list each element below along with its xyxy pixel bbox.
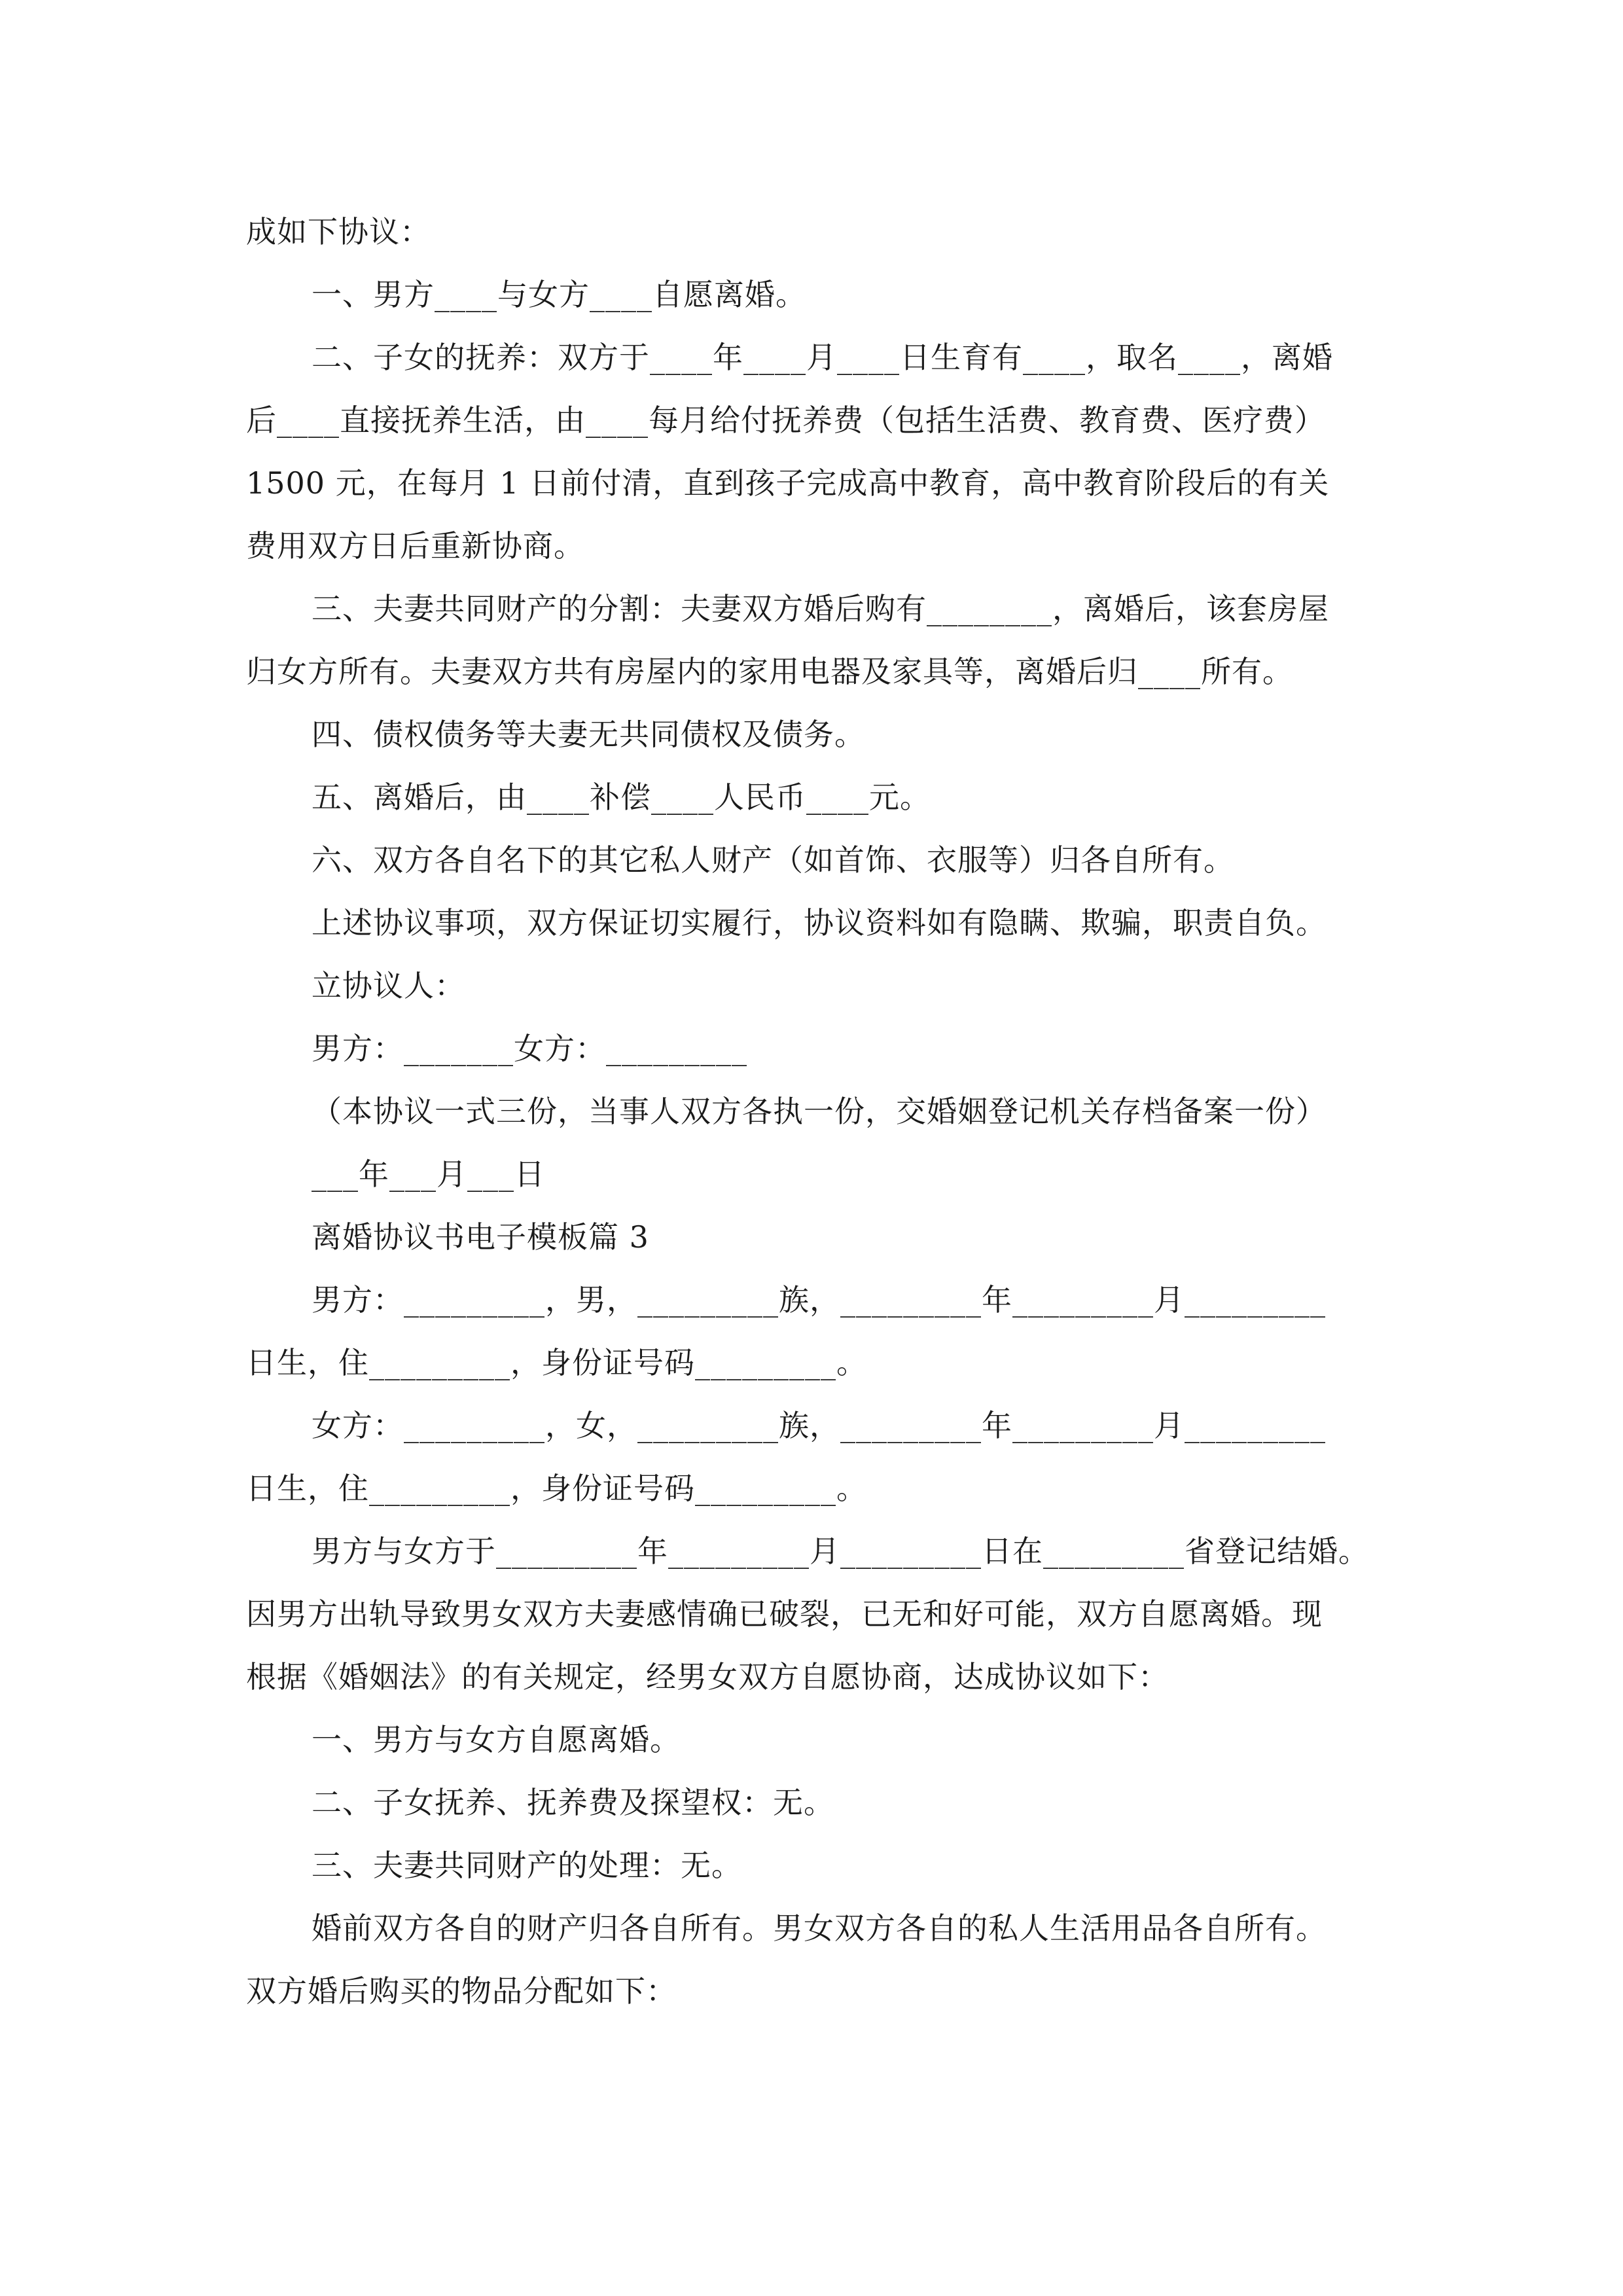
text-line: 上述协议事项，双方保证切实履行，协议资料如有隐瞒、欺骗，职责自负。 [312,905,1327,941]
text-line: 男方：_________，男，_________族，_________年_________月_________ [312,1282,1326,1318]
text-line: 费用双方日后重新协商。 [246,528,584,564]
text-line: 双方婚后购买的物品分配如下： [246,1973,677,2009]
text-line: 三、夫妻共同财产的处理：无。 [312,1848,742,1883]
text-line: 二、子女的抚养：双方于____年____月____日生育有____，取名____，离婚 [312,340,1333,375]
text-line: 男方：_______女方：_________ [312,1031,747,1066]
text-line: （本协议一式三份，当事人双方各执一份，交婚姻登记机关存档备案一份） [312,1094,1327,1129]
text-line: 四、债权债务等夫妻无共同债权及债务。 [312,717,865,752]
text-line: 三、夫妻共同财产的分割：夫妻双方婚后购有________，离婚后，该套房屋 [312,591,1329,626]
text-line: 二、子女抚养、抚养费及探望权：无。 [312,1785,834,1820]
text-line: 立协议人： [312,968,465,1003]
section-heading: 离婚协议书电子模板篇 3 [312,1219,649,1255]
text-line: 五、离婚后，由____补偿____人民币____元。 [312,780,931,815]
text-line: 一、男方与女方自愿离婚。 [312,1722,681,1757]
text-line: 六、双方各自名下的其它私人财产（如首饰、衣服等）归各自所有。 [312,842,1234,878]
text-line: 女方：_________，女，_________族，_________年_________月_________ [312,1408,1326,1443]
text-line: 一、男方____与女方____自愿离婚。 [312,277,806,312]
text-line: 日生，住_________，身份证号码_________。 [246,1471,867,1506]
text-line: 因男方出轨导致男女双方夫妻感情确已破裂，已无和好可能，双方自愿离婚。现 [246,1596,1323,1632]
text-line: 成如下协议： [246,214,431,249]
text-line: 男方与女方于_________年_________月_________日在_________省登记结婚。 [312,1534,1369,1569]
text-line: ___年___月___日 [312,1157,545,1192]
text-line: 归女方所有。夫妻双方共有房屋内的家用电器及家具等，离婚后归____所有。 [246,654,1293,689]
text-line: 根据《婚姻法》的有关规定，经男女双方自愿协商，达成协议如下： [246,1659,1169,1695]
text-line: 1500 元，在每月 1 日前付清，直到孩子完成高中教育，高中教育阶段后的有关 [246,465,1330,501]
text-line: 后____直接抚养生活，由____每月给付抚养费（包括生活费、教育费、医疗费） [246,403,1325,438]
text-line: 日生，住_________，身份证号码_________。 [246,1345,867,1380]
text-line: 婚前双方各自的财产归各自所有。男女双方各自的私人生活用品各自所有。 [312,1910,1327,1946]
